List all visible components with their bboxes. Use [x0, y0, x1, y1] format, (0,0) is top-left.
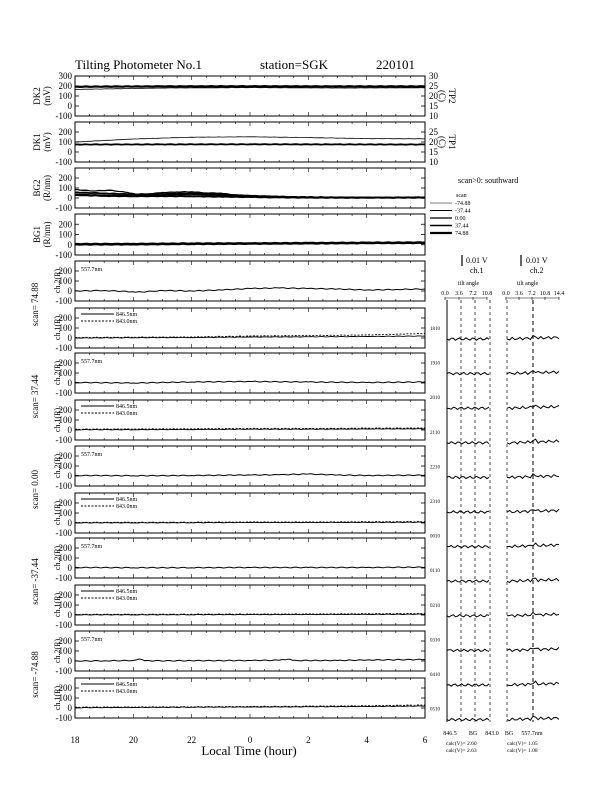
- ch2-wavelength-label: 557.7nm: [81, 637, 103, 643]
- scan-legend-label: -74.88: [455, 201, 471, 207]
- ch1-row-trace: [447, 476, 489, 478]
- ch1-row-trace: [447, 649, 489, 651]
- scan-label: scan= 0.00: [30, 469, 40, 510]
- y-tick-label: 200: [58, 498, 72, 508]
- right-tick-label: 10: [429, 157, 438, 167]
- y-tick-label: 200: [58, 590, 72, 600]
- y-tick-label: 200: [58, 358, 72, 368]
- panel-frame: [75, 122, 425, 162]
- series-DK2: [75, 86, 425, 87]
- row-time-label: 0510: [430, 707, 440, 713]
- panel-frame: [75, 168, 425, 208]
- y-tick-label: 0: [67, 378, 72, 388]
- ch1-axis-label: ch.1(R): [53, 500, 62, 526]
- y-tick-label: 100: [58, 137, 72, 147]
- ch1-row-trace: [447, 511, 489, 513]
- y-tick-label: 100: [58, 368, 72, 378]
- scan-group-3: [30, 538, 425, 630]
- y-tick-label: 0: [67, 518, 72, 528]
- panel-frame: [75, 538, 425, 578]
- y-tick-label: 100: [58, 323, 72, 333]
- ch1-row-trace: [447, 338, 489, 340]
- row-time-label: 2210: [430, 465, 440, 471]
- x-tick-label: 4: [364, 735, 369, 745]
- row-time-label: 1910: [430, 361, 440, 367]
- ch1-bottom-label: BG: [468, 731, 478, 737]
- y-tick-label: -100: [55, 528, 72, 538]
- scan-group-2: [30, 446, 425, 538]
- legend-label: 843.0nm: [116, 689, 138, 695]
- legend-label: 846.5nm: [116, 682, 138, 688]
- ch2-series: [75, 381, 425, 383]
- panel-label-bg2: BG2: [32, 179, 42, 197]
- y-tick-label: 200: [58, 543, 72, 553]
- series-TP2: [75, 88, 425, 90]
- y-tick-label: -100: [55, 620, 72, 630]
- legend-label: 843.0nm: [116, 319, 138, 325]
- ch1-tilt-label: tilt angle: [458, 281, 480, 287]
- panel-unit-dk2: (mV): [42, 86, 52, 106]
- right-tick-label: 20: [429, 137, 438, 147]
- panel-label-dk1: DK1: [32, 133, 42, 151]
- right-unit-dk1: (C): [437, 136, 447, 148]
- panel-frame: [75, 261, 425, 301]
- y-tick-label: 100: [58, 600, 72, 610]
- y-tick-label: 100: [58, 91, 72, 101]
- y-tick-label: -100: [55, 666, 72, 676]
- right-tick-label: 15: [429, 101, 438, 111]
- ch2-tilt-tick: 7.2: [528, 291, 536, 297]
- ch2-wavelength-label: 557.7nm: [81, 267, 103, 273]
- ch2-axis-label: ch.2(R): [53, 638, 62, 664]
- ch1-title: ch.1: [470, 266, 484, 275]
- x-tick-label: 20: [128, 735, 138, 745]
- legend-label: 843.0nm: [116, 596, 138, 602]
- ch1-tilt-tick: 10.8: [481, 291, 493, 297]
- y-tick-label: 200: [58, 266, 72, 276]
- ch1-calc-value: calc(V)= 2.63: [446, 748, 477, 754]
- scan-label: scan= -37.44: [30, 558, 40, 605]
- scan-label: scan= -74.88: [30, 651, 40, 698]
- panel-frame: [75, 76, 425, 116]
- ch2-tilt-label: tilt angle: [517, 281, 539, 287]
- row-time-label: 2310: [430, 500, 440, 505]
- y-tick-label: 100: [58, 276, 72, 286]
- y-tick-label: 300: [58, 71, 72, 81]
- panel-frame: [75, 353, 425, 393]
- ch1-scale: 0.01 V: [466, 256, 488, 265]
- ch2-tilt-tick: 3.6: [515, 291, 523, 297]
- ch2-series: [75, 567, 425, 568]
- y-tick-label: 200: [58, 127, 72, 137]
- y-tick-label: 200: [58, 451, 72, 461]
- ch1-axis-label: ch.1(R): [53, 685, 62, 711]
- right-unit-dk2: (C): [437, 90, 447, 102]
- ch1-bottom-label: 843.0: [485, 731, 499, 737]
- row-time-label: 0210: [430, 603, 440, 609]
- panel-unit-dk1: (mV): [42, 132, 52, 152]
- ch2-wavelength-label: 557.7nm: [81, 452, 103, 458]
- y-tick-label: 100: [58, 461, 72, 471]
- scan-group-1: [30, 353, 425, 445]
- right-tick-label: 20: [429, 91, 438, 101]
- y-tick-label: 0: [67, 193, 72, 203]
- y-tick-label: 0: [67, 239, 72, 250]
- y-tick-label: 200: [58, 173, 72, 183]
- y-tick-label: 0: [67, 425, 72, 435]
- y-tick-label: 100: [58, 415, 72, 425]
- panel-frame: [75, 631, 425, 671]
- y-tick-label: 200: [58, 219, 72, 230]
- ch1-row-trace: [447, 684, 489, 686]
- panel-frame: [75, 446, 425, 486]
- station-label: station=SGK: [260, 57, 329, 72]
- chart-title: Tilting Photometer No.1: [75, 57, 203, 72]
- ch1-tilt-tick: 0.0: [441, 291, 449, 297]
- ch1-tilt-tick: 7.2: [469, 291, 477, 297]
- x-tick-label: 6: [422, 735, 428, 745]
- ch1-axis-label: ch.1(R): [53, 315, 62, 341]
- scan-group-0: [30, 261, 425, 353]
- ch2-bottom-label: 557.7nm: [521, 731, 543, 737]
- panel-unit-bg2: (R/nm): [42, 175, 52, 201]
- y-tick-label: 0: [67, 471, 72, 481]
- ch1-tilt-tick: 3.6: [455, 291, 463, 297]
- ch1-row-trace: [447, 718, 489, 720]
- ch2-tilt-tick: 0.0: [502, 291, 510, 297]
- y-tick-label: 0: [67, 563, 72, 573]
- y-tick-label: -100: [55, 250, 72, 260]
- y-tick-label: 100: [58, 646, 72, 656]
- legend-label: 843.0nm: [116, 411, 138, 417]
- panel-label-bg1: BG1: [32, 225, 42, 244]
- ch2-title: ch.2: [530, 266, 544, 275]
- ch2-axis-label: ch.2(R): [53, 453, 62, 479]
- ch1-row-trace: [447, 615, 489, 617]
- y-tick-label: 0: [67, 333, 72, 343]
- row-time-label: 0410: [430, 673, 440, 678]
- y-tick-label: -100: [55, 388, 72, 398]
- right-tick-label: 10: [429, 111, 438, 121]
- y-tick-label: -100: [55, 343, 72, 353]
- ch1-row-trace: [447, 407, 489, 409]
- right-tick-label: 15: [429, 147, 438, 157]
- right-label-dk2: TP2: [447, 88, 457, 104]
- panel-label-dk2: DK2: [32, 87, 42, 105]
- y-tick-label: -100: [55, 481, 72, 491]
- row-time-label: 0310: [430, 638, 440, 644]
- y-tick-label: 0: [67, 656, 72, 666]
- y-tick-label: -100: [55, 157, 72, 167]
- scan-label: scan= 37.44: [30, 374, 40, 419]
- scan-legend-label: -37.44: [455, 208, 471, 215]
- row-time-label: 1810: [430, 327, 440, 332]
- ch1-bottom-label: 846.5: [443, 731, 457, 737]
- row-time-label: 2010: [430, 396, 440, 402]
- y-tick-label: 200: [58, 683, 72, 693]
- date-label: 220101: [376, 57, 415, 72]
- y-tick-label: -100: [55, 713, 72, 723]
- ch2-axis-label: ch.2(R): [53, 268, 62, 294]
- ch2-series: [75, 659, 425, 661]
- ch1-row-trace: [447, 545, 489, 547]
- legend-label: 843.0nm: [116, 504, 138, 510]
- y-tick-label: 200: [58, 81, 72, 91]
- x-tick-label: 22: [187, 735, 197, 745]
- y-tick-label: 100: [58, 508, 72, 518]
- y-tick-label: 100: [58, 229, 72, 240]
- ch1-row-trace: [447, 372, 489, 374]
- ch2-scale: 0.01 V: [526, 256, 548, 265]
- series-TP1: [75, 137, 425, 142]
- ch2-series: [75, 474, 425, 476]
- x-tick-label: 18: [70, 735, 80, 745]
- series-DK1: [75, 144, 425, 145]
- x-tick-label: 2: [306, 735, 311, 745]
- right-label-dk1: TP1: [447, 134, 457, 150]
- legend-label: 846.5nm: [116, 497, 138, 503]
- scan-legend-title: scan: [456, 193, 467, 199]
- panel-dk1: [32, 122, 457, 167]
- legend-label: 846.5nm: [116, 312, 138, 318]
- panel-bg2: [32, 168, 425, 213]
- row-time-label: 2110: [430, 430, 440, 436]
- scan-legend-label: 74.88: [455, 231, 469, 237]
- legend-label: 846.5nm: [116, 404, 138, 410]
- y-tick-label: 200: [58, 636, 72, 646]
- ch2-calc-value: calc(V)= 1.05: [507, 741, 538, 747]
- scan-note: scan>0: southward: [458, 176, 519, 185]
- ch2-axis-label: ch.2(R): [53, 360, 62, 386]
- right-column: [430, 176, 564, 754]
- ch1-calc-value: calc(V)= 2.60: [446, 741, 477, 747]
- ch2-wavelength-label: 557.7nm: [81, 359, 103, 365]
- ch1-row-trace: [447, 580, 489, 582]
- y-tick-label: 200: [58, 405, 72, 415]
- ch2-calc-value: calc(V)= 1.08: [507, 748, 538, 754]
- ch2-tilt-tick: 14.4: [553, 291, 565, 297]
- right-tick-label: 30: [429, 71, 438, 81]
- right-tick-label: 25: [429, 81, 438, 91]
- series-BG1: [75, 243, 425, 245]
- y-tick-label: -100: [55, 573, 72, 583]
- y-tick-label: 0: [67, 703, 72, 713]
- x-tick-label: 0: [247, 735, 253, 745]
- row-time-label: 0110: [430, 569, 440, 575]
- y-tick-label: 100: [58, 183, 72, 193]
- y-tick-label: -100: [55, 111, 72, 121]
- x-axis-label: Local Time (hour): [201, 743, 297, 758]
- scan-group-4: [30, 631, 425, 723]
- y-tick-label: 0: [67, 101, 72, 111]
- ch2-tilt-tick: 10.8: [539, 291, 551, 297]
- y-tick-label: 0: [67, 286, 72, 296]
- y-tick-label: 100: [58, 553, 72, 563]
- panel-dk2: [32, 71, 457, 121]
- ch2-axis-label: ch.2(R): [53, 545, 62, 571]
- y-tick-label: -100: [55, 435, 72, 445]
- legend-label: 846.5nm: [116, 589, 138, 595]
- ch2-bottom-label: BG: [504, 731, 514, 737]
- scan-legend-label: 37.44: [455, 223, 469, 230]
- y-tick-label: 100: [58, 693, 72, 703]
- main-panels: [30, 71, 457, 745]
- y-tick-label: -100: [55, 296, 72, 306]
- ch2-wavelength-label: 557.7nm: [81, 544, 103, 550]
- panel-frame: [75, 214, 425, 255]
- ch1-axis-label: ch.1(R): [53, 407, 62, 433]
- y-tick-label: 200: [58, 313, 72, 323]
- row-time-label: 0010: [430, 534, 440, 540]
- ch1-axis-label: ch.1(R): [53, 592, 62, 618]
- y-tick-label: 0: [67, 147, 72, 157]
- right-tick-label: 25: [429, 127, 438, 137]
- panel-unit-bg1: (R/nm): [42, 221, 52, 248]
- ch1-row-trace: [447, 442, 489, 444]
- y-tick-label: 0: [67, 610, 72, 620]
- y-tick-label: -100: [55, 203, 72, 213]
- panel-bg1: [32, 214, 425, 260]
- scan-legend-label: 0.00: [455, 216, 466, 222]
- scan-label: scan= 74.88: [30, 282, 40, 327]
- ch2-series: [75, 288, 425, 293]
